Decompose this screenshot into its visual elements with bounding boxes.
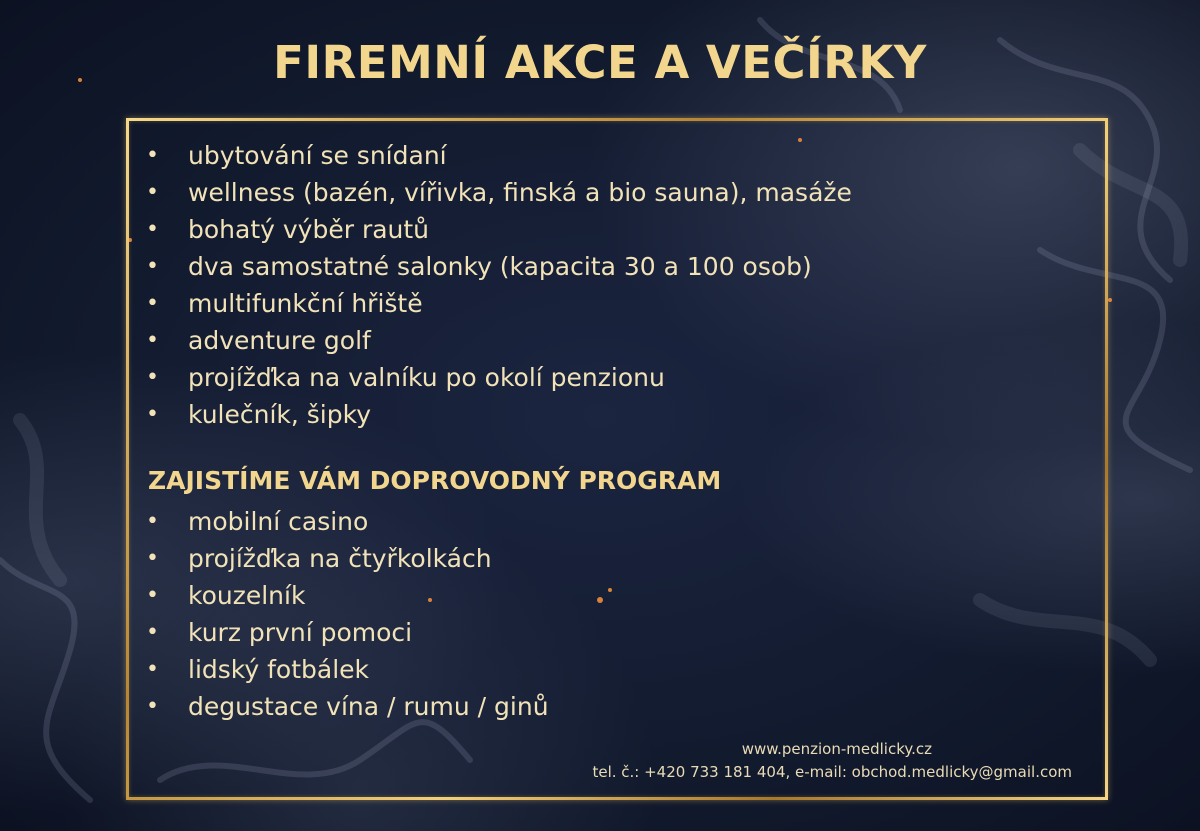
list-item-label: lidský fotbálek [188,655,370,684]
list-item [142,396,852,433]
bullet: • [146,546,159,571]
list-item [142,577,549,614]
list-item-label: mobilní casino [188,507,369,536]
list-item-label: degustace vína / rumu / ginů [188,692,549,721]
bullet: • [146,509,159,534]
list-item [142,248,852,285]
list-item-label: ubytování se snídaní [188,141,447,170]
bullet: • [146,657,159,682]
list-item [142,540,549,577]
page-title: FIREMNÍ AKCE A VEČÍRKY [273,36,927,89]
list-item [142,688,549,725]
list-item-label: projížďka na valníku po okolí penzionu [188,363,665,392]
bullet: • [146,620,159,645]
list-item-label: adventure golf [188,326,371,355]
bullet: • [146,583,159,608]
bullet: • [146,254,159,279]
bullet: • [146,694,159,719]
list-item [142,174,852,211]
list-item [142,651,549,688]
bullet: • [146,180,159,205]
list-item-label: projížďka na čtyřkolkách [188,544,492,573]
services-list [142,137,852,433]
bullet: • [146,402,159,427]
list-item [142,285,852,322]
bullet: • [146,291,159,316]
list-item-label: kurz první pomoci [188,618,413,647]
list-item-label: wellness (bazén, vířivka, finská a bio sauna), masáže [188,178,852,207]
list-item [142,359,852,396]
list-item [142,137,852,174]
list-item-label: kouzelník [188,581,306,610]
bullet: • [146,217,159,242]
list-item-label: multifunkční hřiště [188,289,423,318]
list-item-label: dva samostatné salonky (kapacita 30 a 100 osob) [188,252,812,281]
list-item-label: bohatý výběr rautů [188,215,430,244]
list-item-label: kulečník, šipky [188,400,372,429]
list-item [142,322,852,359]
contact-info: tel. č.: +420 733 181 404, e-mail: obchod.medlicky@gmail.com [592,763,1072,781]
bullet: • [146,328,159,353]
list-item [142,211,852,248]
program-list [142,503,549,725]
program-heading: ZAJISTÍME VÁM DOPROVODNÝ PROGRAM [148,466,722,495]
bullet: • [146,365,159,390]
list-item [142,503,549,540]
bullet: • [146,143,159,168]
list-item [142,614,549,651]
website-link[interactable]: www.penzion-medlicky.cz [741,740,932,758]
